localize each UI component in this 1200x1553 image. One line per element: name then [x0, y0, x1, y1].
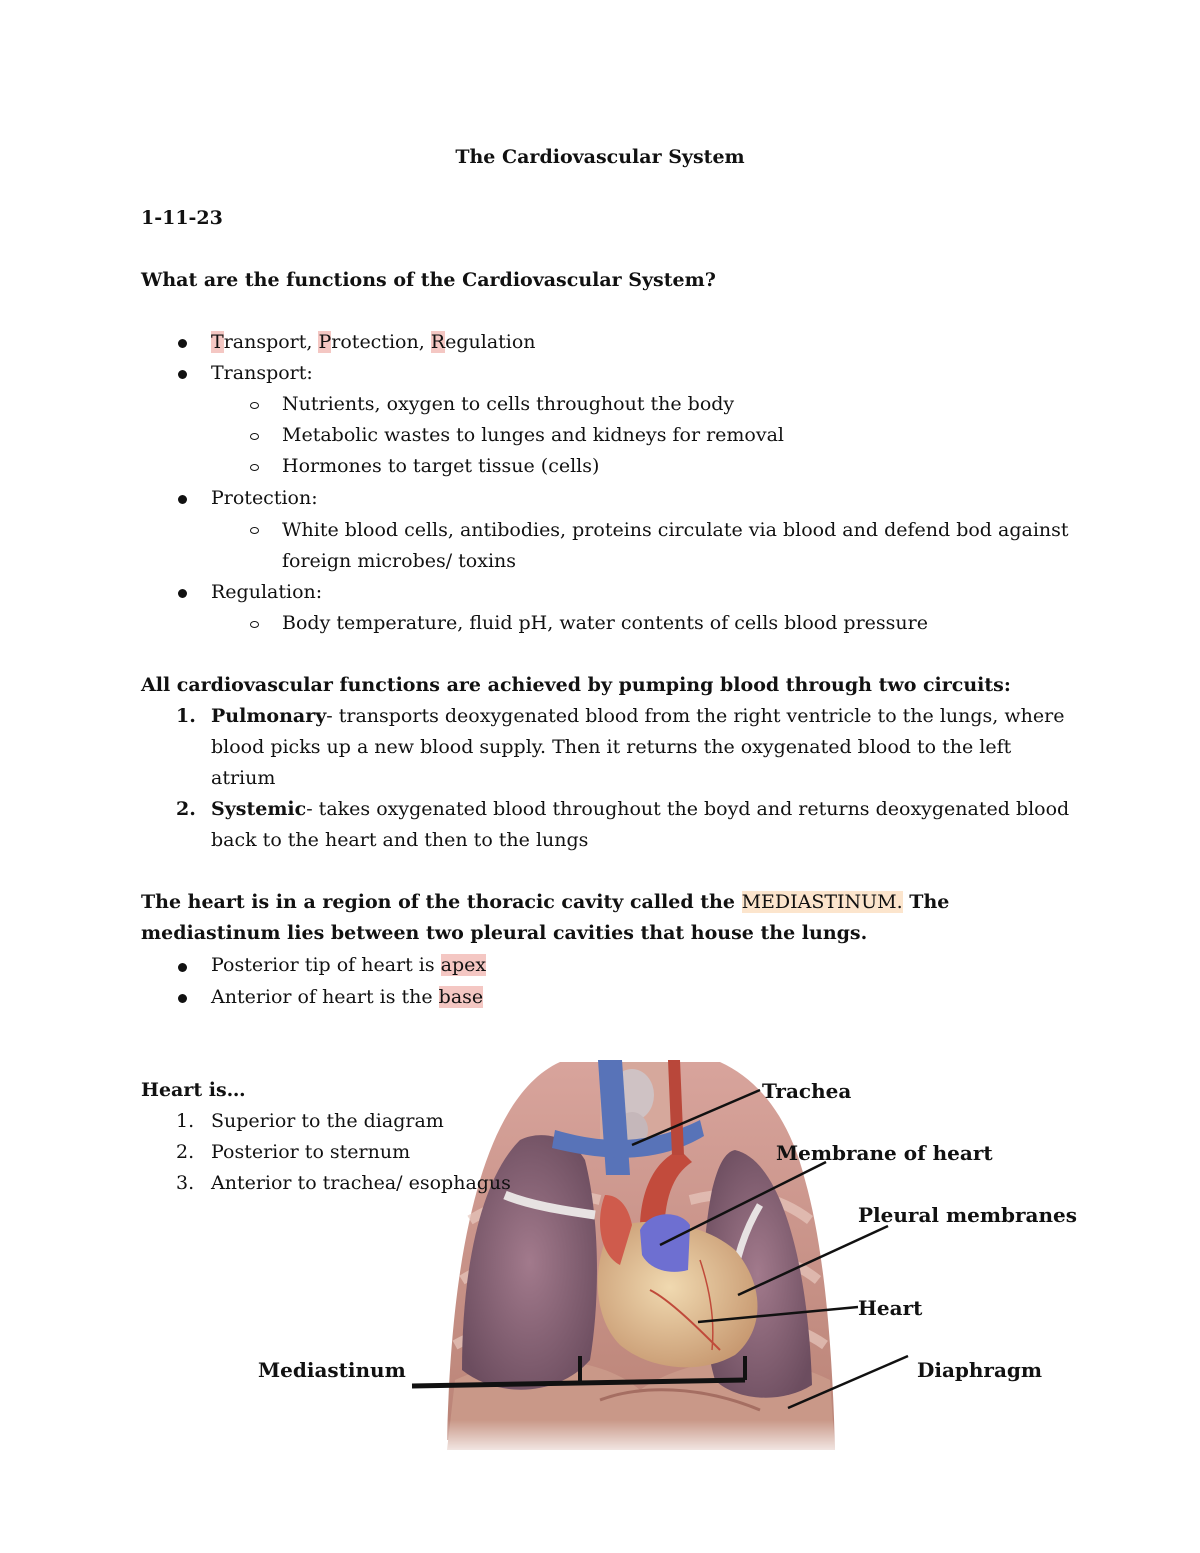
protection-item-line2: foreign microbes/ toxins: [282, 550, 517, 572]
page-title: The Cardiovascular System: [455, 146, 745, 168]
mediastinum-highlight: MEDIASTINUM.: [741, 891, 903, 913]
list-number: 1.: [176, 1110, 195, 1132]
transport-label: Transport:: [211, 362, 313, 384]
date: 1-11-23: [141, 207, 223, 229]
apex-text: Posterior tip of heart is: [211, 954, 441, 976]
bullet: [178, 589, 187, 598]
label-membrane-of-heart: Membrane of heart: [776, 1141, 993, 1165]
label-mediastinum: Mediastinum: [258, 1358, 406, 1382]
regulation-label: Regulation:: [211, 581, 323, 603]
transport-item: Metabolic wastes to lunges and kidneys for removal: [282, 424, 785, 446]
systemic-term: Systemic: [211, 798, 307, 820]
summary-text: ransport,: [223, 331, 319, 353]
highlight-t: T: [211, 331, 224, 353]
base-item: [211, 982, 483, 1013]
pulmonary-line2: blood picks up a new blood supply. Then it returns the oxygenated blood to the left: [211, 736, 1012, 758]
circuits-heading: All cardiovascular functions are achieved by pumping blood through two circuits:: [141, 674, 1011, 696]
highlight-r: R: [430, 331, 446, 353]
bullet: [178, 495, 187, 504]
list-number: 3.: [176, 1172, 195, 1194]
systemic-line2: back to the heart and then to the lungs: [211, 829, 589, 851]
label-diaphragm: Diaphragm: [917, 1358, 1043, 1382]
bullet: [178, 963, 187, 972]
pulmonary-term: Pulmonary: [211, 705, 327, 727]
pulmonary-line1: [211, 701, 1064, 732]
apex-item: [211, 950, 486, 981]
base-highlight: base: [438, 986, 484, 1008]
functions-question: What are the functions of the Cardiovascular System?: [141, 269, 716, 291]
systemic-line1: [211, 794, 1069, 825]
base-text: Anterior of heart is the: [211, 986, 439, 1008]
mediastinum-text: The heart is in a region of the thoracic cavity called the: [141, 891, 742, 913]
pulmonary-text: - transports deoxygenated blood from the right ventricle to the lungs, where: [326, 705, 1065, 727]
mediastinum-line2: mediastinum lies between two pleural cavities that house the lungs.: [141, 922, 868, 944]
heart-is-heading: Heart is…: [141, 1079, 246, 1101]
summary-text: egulation: [445, 331, 536, 353]
heart-is-item: Posterior to sternum: [211, 1141, 411, 1163]
transport-item: Nutrients, oxygen to cells throughout the body: [282, 393, 735, 415]
list-number: 1.: [176, 705, 196, 727]
heart-is-item: Superior to the diagram: [211, 1110, 444, 1132]
regulation-item: Body temperature, fluid pH, water contents of cells blood pressure: [282, 612, 928, 634]
sub-bullet: [250, 464, 259, 471]
sub-bullet: [250, 621, 259, 628]
pulmonary-line3: atrium: [211, 767, 276, 789]
label-heart: Heart: [858, 1296, 923, 1320]
bullet: [178, 370, 187, 379]
transport-item: Hormones to target tissue (cells): [282, 455, 600, 477]
list-number: 2.: [176, 1141, 195, 1163]
protection-item-line1: White blood cells, antibodies, proteins circulate via blood and defend bod against: [282, 519, 1069, 541]
list-number: 2.: [176, 798, 196, 820]
bullet: [178, 339, 187, 348]
highlight-p: P: [318, 331, 332, 353]
sub-bullet: [250, 433, 259, 440]
label-pleural-membranes: Pleural membranes: [858, 1203, 1078, 1227]
apex-highlight: apex: [440, 954, 487, 976]
sub-bullet: [250, 527, 259, 534]
protection-label: Protection:: [211, 487, 318, 509]
functions-summary: [211, 327, 536, 358]
label-trachea: Trachea: [762, 1079, 852, 1103]
mediastinum-text: The: [902, 891, 950, 913]
bullet: [178, 994, 187, 1003]
systemic-text: - takes oxygenated blood throughout the boyd and returns deoxygenated blood: [306, 798, 1070, 820]
summary-text: rotection,: [331, 331, 431, 353]
sub-bullet: [250, 402, 259, 409]
mediastinum-line1: [141, 887, 949, 918]
heart-is-item: Anterior to trachea/ esophagus: [211, 1172, 511, 1194]
